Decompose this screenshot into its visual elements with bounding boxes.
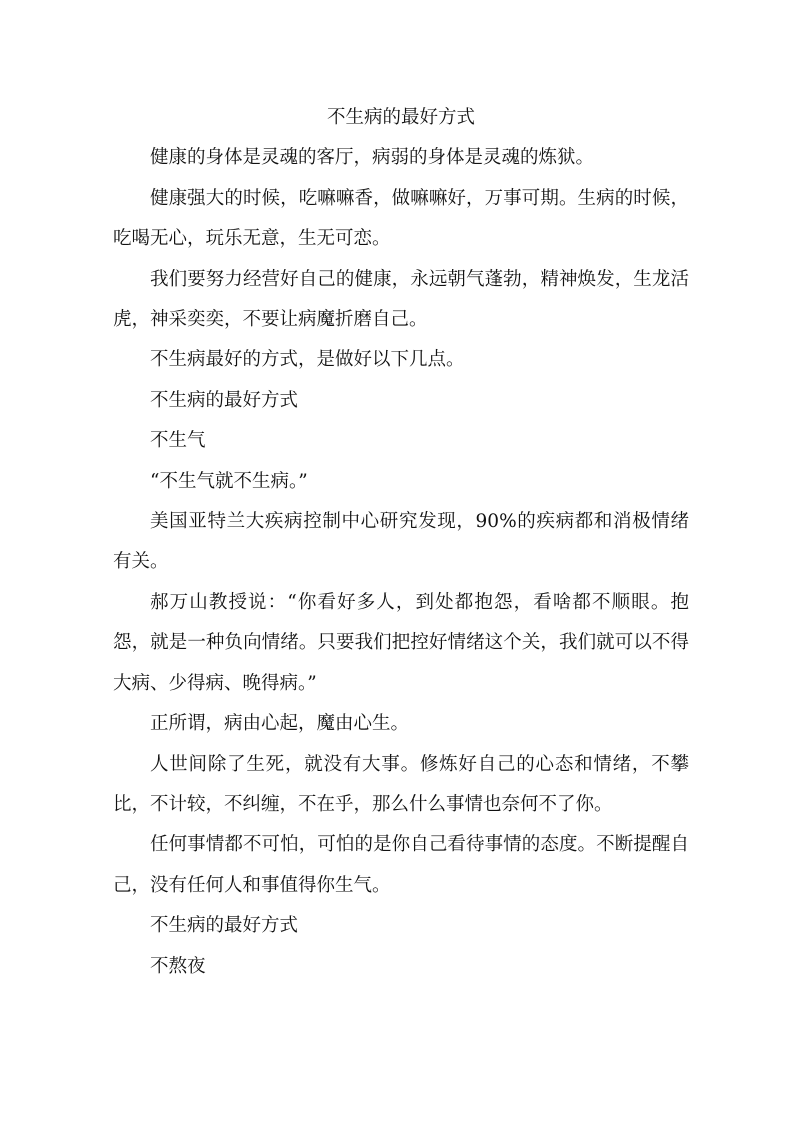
quote-paragraph: “不生气就不生病。” [150,470,308,492]
paragraph: 任何事情都不可怕，可怕的是你自己看待事情的态度。不断提醒自己，没有任何人和事值得你生气。 [113,834,689,896]
paragraph: 人世间除了生死，就没有大事。修炼好自己的心态和情绪，不攀比，不计较，不纠缠，不在乎，那么什么事情也奈何不了你。 [113,753,689,815]
paragraph: 郝万山教授说：“你看好多人，到处都抱怨，看啥都不顺眼。抱怨，就是一种负向情绪。只要我们把控好情绪这个关，我们就可以不得大病、少得病、晚得病。” [113,591,689,694]
section-heading: 不生病的最好方式 [150,389,299,411]
paragraph: 我们要努力经营好自己的健康，永远朝气蓬勃，精神焕发，生龙活虎，神采奕奕，不要让病魔折磨自己。 [113,268,689,331]
subsection-heading: 不熬夜 [150,955,206,977]
document-title: 不生病的最好方式 [326,107,475,128]
paragraph: 美国亚特兰大疾病控制中心研究发现，90%的疾病都和消极情绪有关。 [113,511,689,573]
paragraph: 正所谓，病由心起，魔由心生。 [150,713,410,735]
paragraph: 健康强大的时候，吃嘛嘛香，做嘛嘛好，万事可期。生病的时候，吃喝无心，玩乐无意，生无可恋。 [113,187,689,250]
paragraph: 不生病最好的方式，是做好以下几点。 [150,349,465,371]
paragraph: 健康的身体是灵魂的客厅，病弱的身体是灵魂的炼狱。 [150,147,595,169]
section-heading: 不生病的最好方式 [150,915,299,937]
subsection-heading: 不生气 [150,430,206,452]
document-body [113,98,689,987]
